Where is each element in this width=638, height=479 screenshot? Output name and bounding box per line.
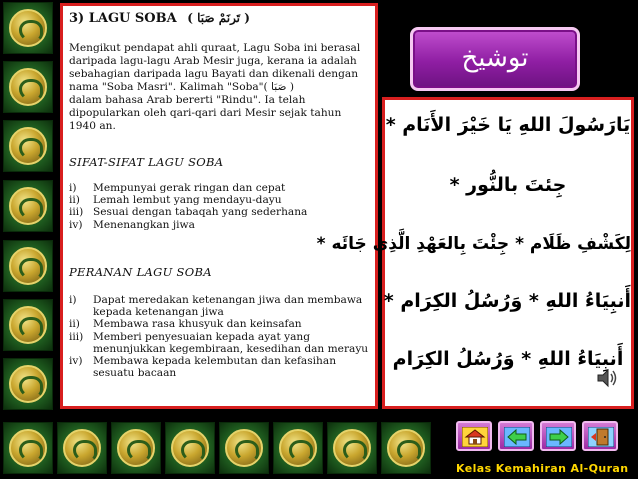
- arrow-right-icon: [546, 427, 572, 447]
- quran-emblem-icon: [111, 422, 161, 474]
- list-item: [69, 355, 373, 379]
- quran-emblem-icon: [3, 180, 53, 232]
- article-title-arabic: ( تَرنَمْ صَبَا ): [187, 11, 250, 25]
- article-intro-line: Mengikut pendapat ahli quraat, Lagu Soba ini berasal: [69, 42, 361, 54]
- list-item-number: ii): [69, 194, 80, 207]
- roles-heading: PERANAN LAGU SOBA: [69, 265, 212, 279]
- home-button[interactable]: [456, 421, 492, 451]
- roles-list: [69, 294, 373, 379]
- article-panel: [60, 3, 378, 409]
- footer-caption: Kelas Kemahiran Al-Quran: [456, 462, 629, 475]
- list-item-number: iv): [69, 218, 83, 231]
- list-item: [69, 318, 373, 330]
- article-title: [69, 12, 250, 25]
- list-item-text: Membawa kepada kelembutan dan kefasihan sesuatu bacaan: [93, 355, 337, 380]
- quran-emblem-icon: [3, 240, 53, 292]
- list-item-text: Membawa rasa khusyuk dan keinsafan: [93, 318, 302, 331]
- quran-emblem-icon: [327, 422, 377, 474]
- quran-emblem-icon: [3, 61, 53, 113]
- verse-panel: [316, 97, 634, 409]
- quran-emblem-icon: [381, 422, 431, 474]
- list-item-number: iv): [69, 355, 83, 368]
- list-item-number: i): [69, 182, 77, 194]
- article-intro-line: daripada lagu-lagu Arab Mesir juga, kerana ia adalah: [69, 55, 357, 67]
- quran-emblem-icon: [3, 358, 53, 410]
- article-intro-line: nama "Soba Masri". Kalimah "Soba"( صَبَا ): [69, 81, 294, 93]
- list-item: [69, 206, 373, 218]
- list-item-text: Memberi penyesuaian kepada ayat yang menunjukkan kegembiraan, kesedihan dan merayu: [93, 330, 369, 355]
- article-intro-line: dipopularkan oleh qari-qari dari Mesir sejak tahun: [69, 107, 342, 119]
- list-item: [69, 331, 373, 355]
- exit-button[interactable]: [582, 421, 618, 451]
- list-item-text: Sesuai dengan tabaqah yang sederhana: [93, 206, 308, 219]
- quran-emblem-icon: [3, 422, 53, 474]
- verse-line: لِكَشْفِ ظَلَام * جِئْتَ بِالعَهْدِ الَّذِي جَائَه *: [316, 234, 631, 254]
- list-item-number: i): [69, 294, 77, 306]
- back-button[interactable]: [498, 421, 534, 451]
- traits-heading: SIFAT-SIFAT LAGU SOBA: [69, 155, 224, 169]
- list-item-number: iii): [69, 330, 84, 343]
- bottom-tile-row: [0, 420, 440, 479]
- list-item: [69, 294, 373, 318]
- list-item-number: ii): [69, 318, 80, 331]
- exit-door-icon: [588, 427, 614, 447]
- quran-emblem-icon: [57, 422, 107, 474]
- list-item: [69, 194, 373, 206]
- verse-line: جِئتَ بالنُّور *: [449, 174, 567, 196]
- list-item-number: iii): [69, 206, 84, 219]
- quran-emblem-icon: [3, 120, 53, 172]
- verse-line: يَارَسُولَ اللهِ يَا خَيْرَ الأَنَام *: [385, 114, 631, 136]
- arrow-left-icon: [504, 427, 530, 447]
- speaker-icon[interactable]: [596, 368, 618, 388]
- quran-emblem-icon: [3, 2, 53, 54]
- left-tile-column: [0, 0, 56, 420]
- quran-emblem-icon: [165, 422, 215, 474]
- article-intro-line: sebahagian daripada lagu Bayati dan dikenali dengan: [69, 68, 359, 80]
- quran-emblem-icon: [3, 299, 53, 351]
- list-item-text: Lemah lembut yang mendayu-dayu: [93, 194, 282, 207]
- list-item: [69, 182, 373, 194]
- tawsyeh-title-banner: توشيخ: [410, 27, 580, 91]
- next-button[interactable]: [540, 421, 576, 451]
- verse-line: أَنبِيَاءُ اللهِ * وَرُسُلُ الكِرَام *: [383, 290, 631, 312]
- article-intro-line: 1940 an.: [69, 120, 116, 132]
- article-title-text: 3) LAGU SOBA: [69, 11, 177, 26]
- list-item-text: Mempunyai gerak ringan dan cepat: [93, 182, 286, 194]
- list-item-text: Menenangkan jiwa: [93, 218, 195, 231]
- list-item-text: Dapat meredakan ketenangan jiwa dan membawa kepada ketenangan jiwa: [93, 294, 363, 319]
- traits-list: [69, 182, 373, 231]
- verse-line: أَنبِيَاءُ اللهِ * وَرُسُلُ الكِرَام: [392, 348, 624, 370]
- list-item: [69, 219, 373, 231]
- quran-emblem-icon: [219, 422, 269, 474]
- article-intro-line: dalam bahasa Arab bererti "Rindu". Ia telah: [69, 94, 306, 106]
- home-icon: [462, 427, 488, 447]
- quran-emblem-icon: [273, 422, 323, 474]
